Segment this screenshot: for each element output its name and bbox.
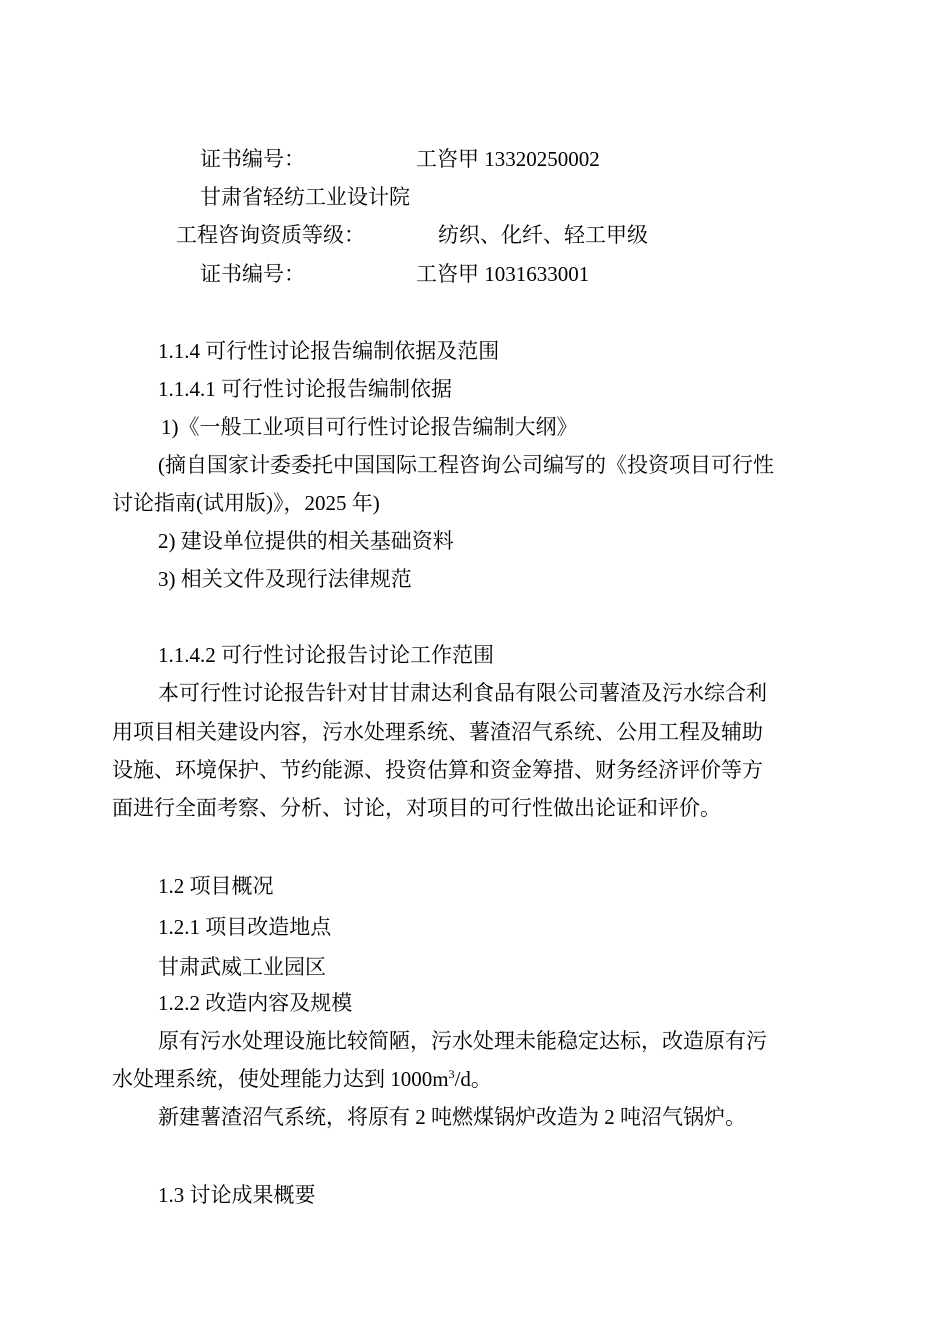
basis-item-1: 1)《一般工业项目可行性讨论报告编制大纲》 — [161, 415, 578, 439]
basis-item-1-note: (摘自国家计委委托中国国际工程咨询公司编写的《投资项目可行性 — [158, 453, 774, 477]
scope-paragraph-line: 面进行全面考察、分析、讨论，对项目的可行性做出论证和评价。 — [112, 796, 721, 820]
basis-item-2: 2) 建设单位提供的相关基础资料 — [158, 529, 454, 553]
cert-number-value: 工咨甲 13320250002 — [416, 147, 600, 171]
qualification-value: 纺织、化纤、轻工甲级 — [438, 223, 648, 247]
capacity-unit: /d。 — [454, 1067, 492, 1091]
section-heading-1-2: 1.2 项目概况 — [158, 874, 274, 898]
section-heading-1-2-2: 1.2.2 改造内容及规模 — [158, 991, 353, 1015]
institute-name: 甘肃省轻纺工业设计院 — [200, 185, 410, 209]
scope-paragraph-line: 用项目相关建设内容，污水处理系统、薯渣沼气系统、公用工程及辅助 — [112, 720, 763, 744]
scope-paragraph-line: 设施、环境保护、节约能源、投资估算和资金筹措、财务经济评价等方 — [112, 758, 763, 782]
cert-number-label: 证书编号： — [200, 147, 305, 171]
basis-item-3: 3) 相关文件及现行法律规范 — [158, 567, 412, 591]
content-paragraph-line: 原有污水处理设施比较简陋，污水处理未能稳定达标，改造原有污 — [158, 1029, 767, 1053]
section-heading-1-1-4-2: 1.1.4.2 可行性讨论报告讨论工作范围 — [158, 643, 494, 667]
cert-number-value-2: 工咨甲 1031633001 — [416, 262, 590, 286]
content-paragraph-line — [112, 1066, 492, 1092]
cubic-superscript: 3 — [448, 1067, 455, 1081]
capacity-text: 水处理系统，使处理能力达到 1000m — [112, 1067, 449, 1091]
section-heading-1-3: 1.3 讨论成果概要 — [158, 1183, 316, 1207]
section-heading-1-2-1: 1.2.1 项目改造地点 — [158, 915, 332, 939]
content-paragraph-line: 新建薯渣沼气系统，将原有 2 吨燃煤锅炉改造为 2 吨沼气锅炉。 — [158, 1105, 746, 1129]
qualification-label: 工程咨询资质等级： — [176, 223, 365, 247]
section-heading-1-1-4: 1.1.4 可行性讨论报告编制依据及范围 — [158, 339, 500, 363]
basis-item-1-note-cont: 讨论指南(试用版)》，2025 年) — [112, 491, 380, 515]
project-location: 甘肃武威工业园区 — [158, 955, 326, 979]
scope-paragraph-line: 本可行性讨论报告针对甘甘肃达利食品有限公司薯渣及污水综合利 — [158, 681, 767, 705]
section-heading-1-1-4-1: 1.1.4.1 可行性讨论报告编制依据 — [158, 377, 452, 401]
cert-number-label-2: 证书编号： — [200, 262, 305, 286]
